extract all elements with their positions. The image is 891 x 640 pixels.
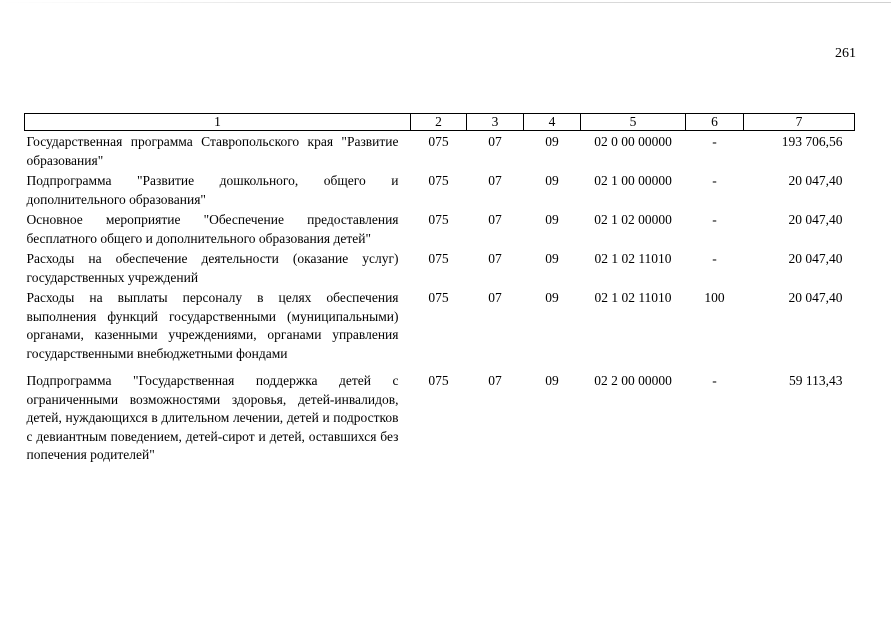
budget-table — [24, 113, 855, 465]
row-ministry: 075 — [428, 173, 449, 188]
row-subsection: 09 — [545, 251, 559, 266]
row-amount: 20 047,40 — [788, 251, 843, 266]
row-amount: 20 047,40 — [788, 290, 843, 305]
row-subsection: 09 — [545, 173, 559, 188]
row-ministry: 075 — [428, 134, 449, 149]
row-name: Подпрограмма "Государственная поддержка детей с ограниченными возможностями здоровья, детей-инвалидов, детей, нуждающихся в длительном лечении, детей и подростков с девиантным поведением, детей-сирот и детей, оставшихся без попечения родителей" — [26, 373, 399, 462]
row-name: Государственная программа Ставропольского края "Развитие образования" — [26, 134, 399, 168]
row-expense-type: 100 — [704, 290, 725, 305]
table-row — [25, 170, 855, 209]
row-ministry: 075 — [428, 251, 449, 266]
row-section: 07 — [488, 373, 502, 388]
row-target: 02 1 02 11010 — [594, 290, 672, 305]
table-row — [25, 287, 855, 370]
row-subsection: 09 — [545, 290, 559, 305]
row-expense-type: - — [712, 251, 717, 266]
column-header-7: 7 — [744, 114, 855, 131]
row-section: 07 — [488, 251, 502, 266]
column-header-2: 2 — [411, 114, 467, 131]
column-header-1: 1 — [25, 114, 411, 131]
row-name: Расходы на выплаты персоналу в целях обеспечения выполнения функций государственными (муниципальными) органами, казенными учреждениями, органами управления государственными внебюджетными фондами — [26, 290, 399, 361]
row-expense-type: - — [712, 373, 717, 388]
row-expense-type: - — [712, 212, 717, 227]
row-ministry: 075 — [428, 373, 449, 388]
row-amount: 193 706,56 — [781, 134, 843, 149]
row-amount: 59 113,43 — [789, 373, 843, 388]
row-section: 07 — [488, 212, 502, 227]
scan-edge — [0, 2, 891, 3]
row-section: 07 — [488, 134, 502, 149]
row-amount: 20 047,40 — [788, 173, 843, 188]
header-row — [25, 114, 855, 131]
column-header-5: 5 — [581, 114, 686, 131]
row-target: 02 1 02 00000 — [594, 212, 672, 227]
column-header-3: 3 — [467, 114, 524, 131]
row-expense-type: - — [712, 134, 717, 149]
row-ministry: 075 — [428, 290, 449, 305]
table-row — [25, 131, 855, 171]
row-target: 02 2 00 00000 — [594, 373, 672, 388]
row-name: Подпрограмма "Развитие дошкольного, общего и дополнительного образования" — [26, 173, 399, 207]
page-number: 261 — [835, 46, 856, 61]
column-header-6: 6 — [686, 114, 744, 131]
row-expense-type: - — [712, 173, 717, 188]
row-subsection: 09 — [545, 212, 559, 227]
row-subsection: 09 — [545, 134, 559, 149]
row-target: 02 0 00 00000 — [594, 134, 672, 149]
row-subsection: 09 — [545, 373, 559, 388]
table-row — [25, 248, 855, 287]
row-section: 07 — [488, 173, 502, 188]
row-name: Расходы на обеспечение деятельности (оказание услуг) государственных учреждений — [26, 251, 399, 285]
row-section: 07 — [488, 290, 502, 305]
row-amount: 20 047,40 — [788, 212, 843, 227]
row-name: Основное мероприятие "Обеспечение предоставления бесплатного общего и дополнительного образования детей" — [26, 212, 399, 246]
row-target: 02 1 02 11010 — [594, 251, 672, 266]
table-row — [25, 209, 855, 248]
column-header-4: 4 — [524, 114, 581, 131]
row-ministry: 075 — [428, 212, 449, 227]
table-row — [25, 370, 855, 465]
row-target: 02 1 00 00000 — [594, 173, 672, 188]
